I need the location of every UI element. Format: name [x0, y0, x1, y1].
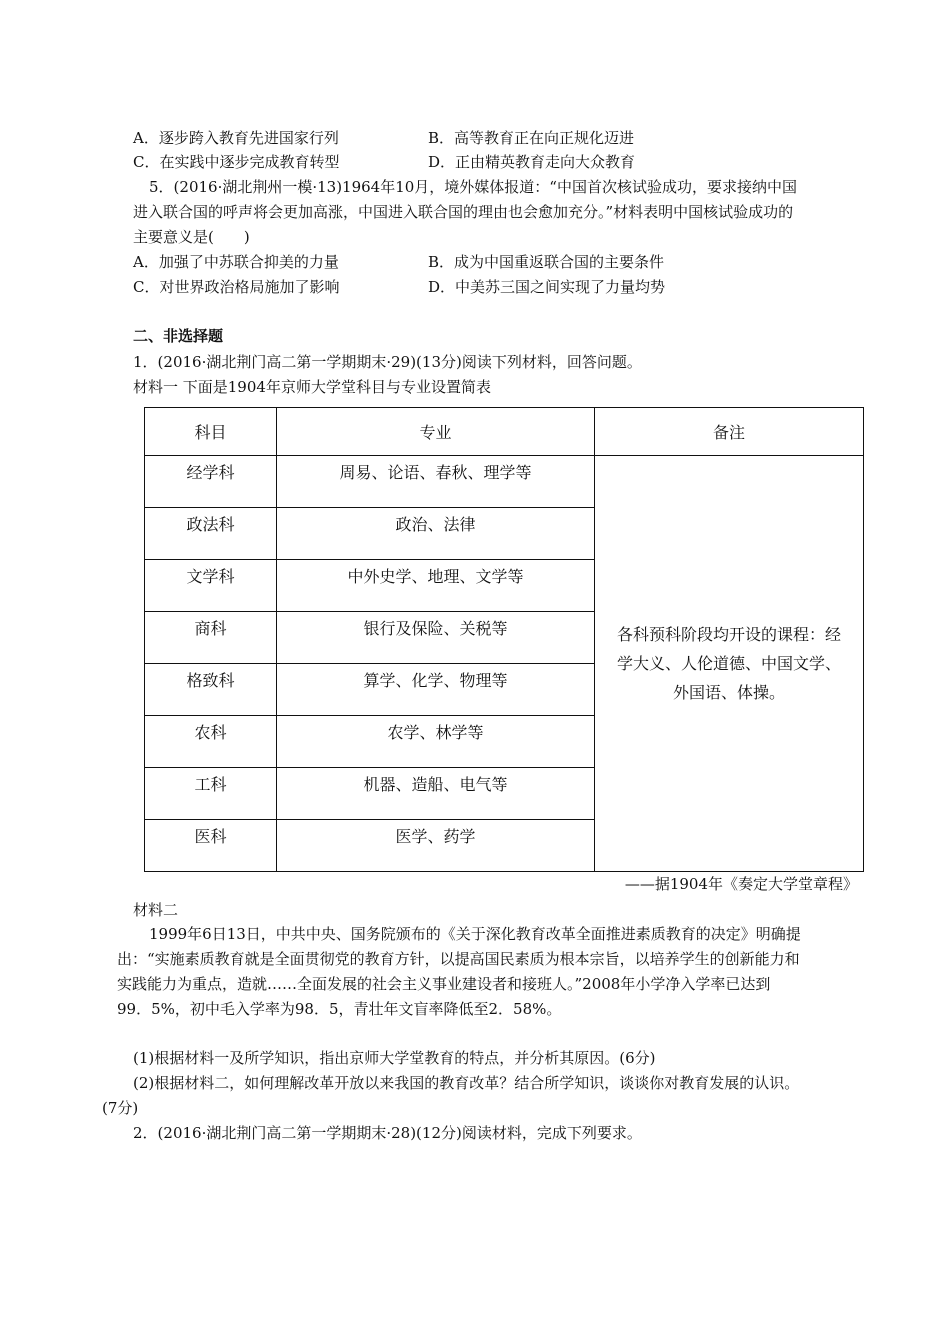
header-major: 专业 — [277, 408, 595, 456]
major-cell: 医学、药学 — [277, 820, 595, 872]
material2-line3: 实践能力为重点，造就……全面发展的社会主义事业建设者和接班人。”2008年小学净入学率已达到 — [117, 975, 771, 993]
major-cell: 算学、化学、物理等 — [277, 664, 595, 716]
major-cell: 政治、法律 — [277, 508, 595, 560]
note-cell: 各科预科阶段均开设的课程：经学大义、人伦道德、中国文学、外国语、体操。 — [595, 456, 864, 872]
sub-question-1: (1)根据材料一及所学知识，指出京师大学堂教育的特点，并分析其原因。(6分) — [133, 1049, 656, 1067]
header-note: 备注 — [595, 408, 864, 456]
subject-cell: 商科 — [145, 612, 277, 664]
table-source: ——据1904年《奏定大学堂章程》 — [624, 875, 858, 893]
subject-cell: 政法科 — [145, 508, 277, 560]
table-row — [145, 456, 864, 508]
q5-option-c: C．对世界政治格局施加了影响 — [133, 278, 340, 296]
material2-label: 材料二 — [133, 901, 179, 919]
subject-cell: 医科 — [145, 820, 277, 872]
subject-cell: 农科 — [145, 716, 277, 768]
q5-option-b: B．成为中国重返联合国的主要条件 — [428, 253, 665, 271]
q4-option-b: B．高等教育正在向正规化迈进 — [428, 129, 635, 147]
q2-intro: 2．(2016·湖北荆门高二第一学期期末·28)(12分)阅读材料，完成下列要求。 — [133, 1124, 642, 1142]
q4-option-c: C．在实践中逐步完成教育转型 — [133, 153, 340, 171]
material1-intro: 材料一 下面是1904年京师大学堂科目与专业设置简表 — [133, 378, 491, 396]
q5-stem-line2: 进入联合国的呼声将会更加高涨，中国进入联合国的理由也会愈加充分。”材料表明中国核试验成功的 — [133, 203, 794, 221]
section-heading: 二、非选择题 — [133, 327, 224, 345]
q5-option-d: D．中美苏三国之间实现了力量均势 — [428, 278, 666, 296]
major-cell: 机器、造船、电气等 — [277, 768, 595, 820]
material2-line4: 99．5%，初中毛入学率为98．5，青壮年文盲率降低至2．58%。 — [117, 1000, 562, 1018]
header-subject: 科目 — [145, 408, 277, 456]
q4-option-d: D．正由精英教育走向大众教育 — [428, 153, 636, 171]
sub-question-2-line2: (7分) — [102, 1099, 139, 1117]
q5-stem-line1: 5．(2016·湖北荆州一模·13)1964年10月，境外媒体报道：“中国首次核试验成功，要求接纳中国 — [149, 178, 797, 196]
material2-line1: 1999年6日13日，中共中央、国务院颁布的《关于深化教育改革全面推进素质教育的决定》明确提 — [149, 925, 801, 943]
major-cell: 中外史学、地理、文学等 — [277, 560, 595, 612]
subject-cell: 工科 — [145, 768, 277, 820]
material2-line2: 出：“实施素质教育就是全面贯彻党的教育方针，以提高国民素质为根本宗旨，以培养学生的创新能力和 — [117, 950, 800, 968]
subject-cell: 文学科 — [145, 560, 277, 612]
q5-option-a: A．加强了中苏联合抑美的力量 — [133, 253, 339, 271]
q4-option-a: A．逐步跨入教育先进国家行列 — [133, 129, 339, 147]
q5-stem-line3: 主要意义是( ) — [133, 228, 250, 246]
subject-cell: 格致科 — [145, 664, 277, 716]
major-cell: 周易、论语、春秋、理学等 — [277, 456, 595, 508]
major-cell: 银行及保险、关税等 — [277, 612, 595, 664]
subject-cell: 经学科 — [145, 456, 277, 508]
q1-intro: 1．(2016·湖北荆门高二第一学期期末·29)(13分)阅读下列材料，回答问题。 — [133, 353, 642, 371]
major-cell: 农学、林学等 — [277, 716, 595, 768]
sub-question-2-line1: (2)根据材料二，如何理解改革开放以来我国的教育改革？结合所学知识，谈谈你对教育发展的认识。 — [133, 1074, 800, 1092]
course-table — [144, 407, 864, 872]
table-header-row — [145, 408, 864, 456]
